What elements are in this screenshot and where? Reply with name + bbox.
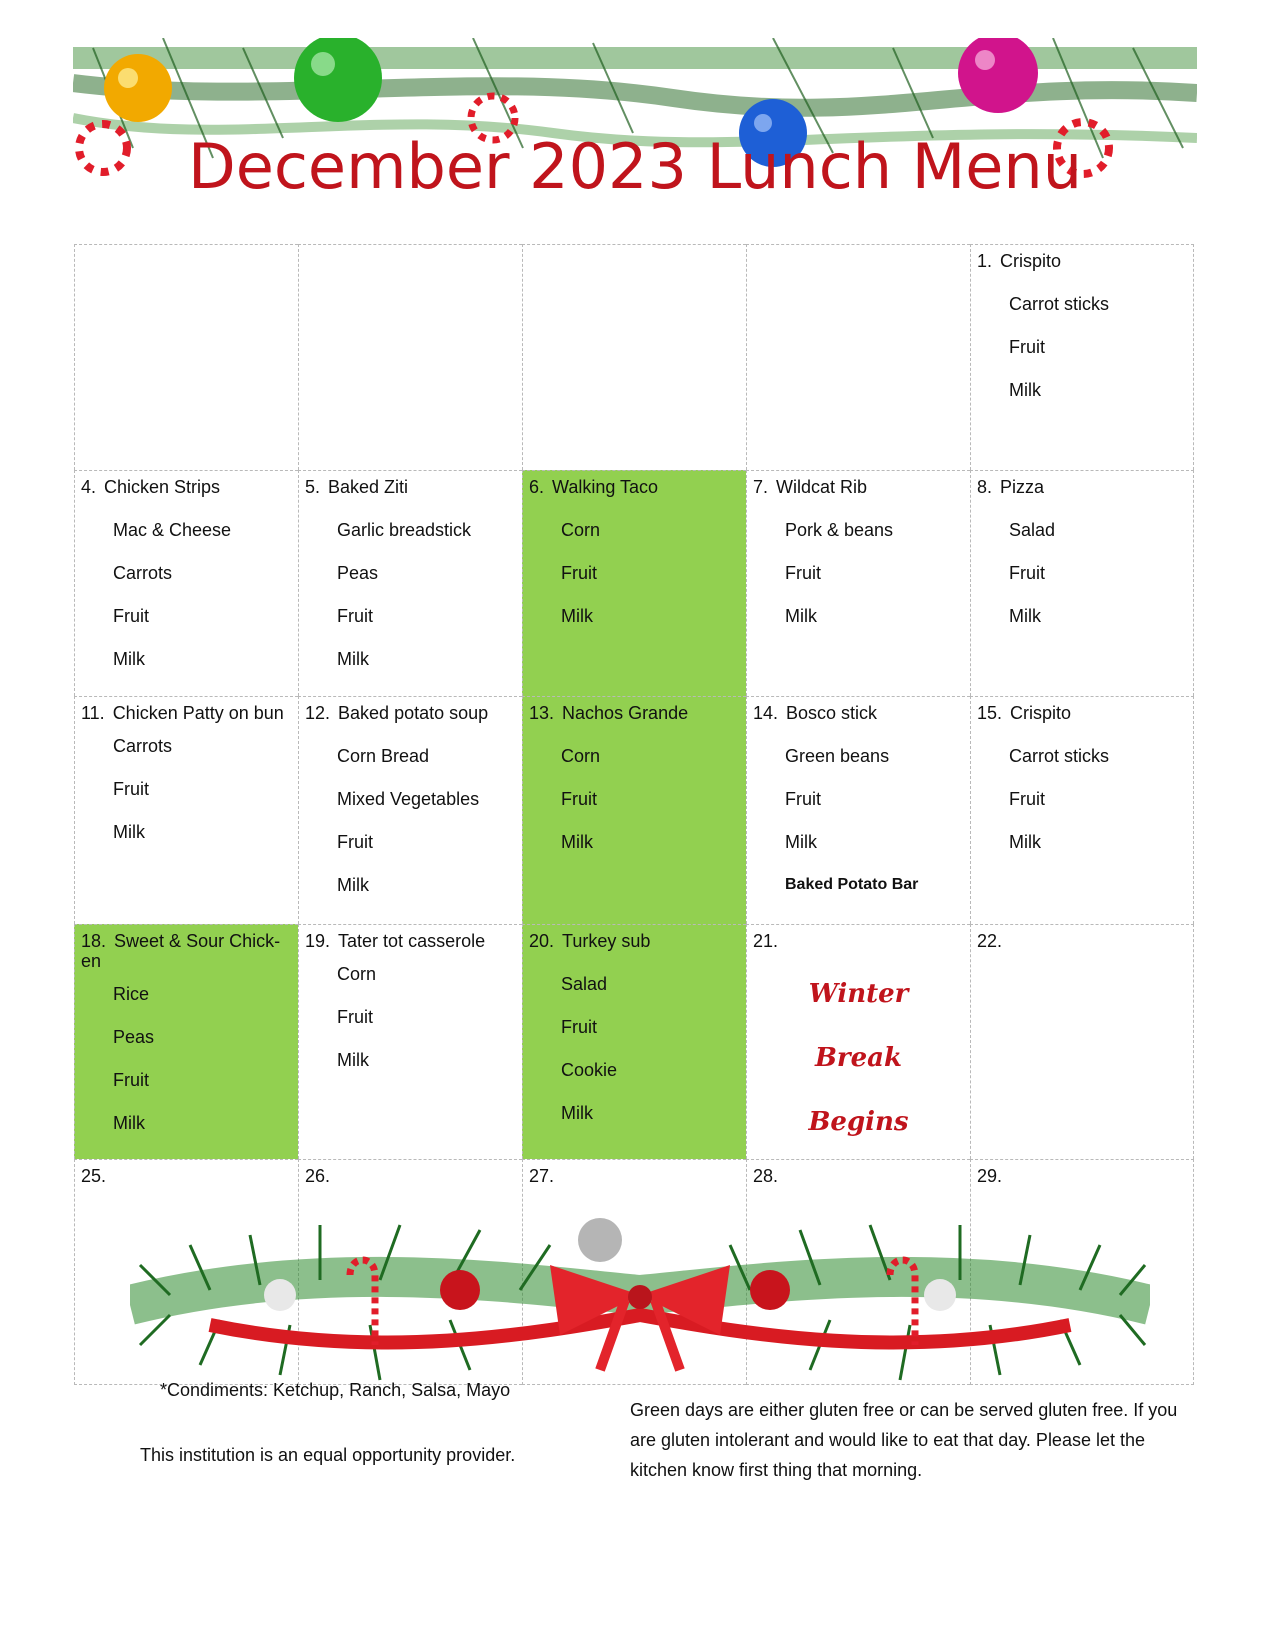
calendar-day-cell <box>746 924 970 1159</box>
menu-item: Green beans <box>785 746 890 766</box>
menu-item: Garlic breadstick <box>337 520 472 540</box>
main-dish: Crispito <box>1000 251 1062 271</box>
menu-item: Milk <box>113 649 145 669</box>
calendar-day-cell <box>522 924 746 1159</box>
calendar-day-cell <box>746 244 970 470</box>
calendar-day-cell <box>74 244 298 470</box>
main-dish: Crispito <box>1010 703 1072 723</box>
menu-item: Milk <box>337 875 369 895</box>
calendar-day-cell <box>298 244 522 470</box>
calendar-day-cell <box>74 696 298 924</box>
calendar-day-cell <box>298 696 522 924</box>
day-number: 7. <box>753 477 769 497</box>
menu-item: Fruit <box>1009 789 1045 809</box>
main-dish: Pizza <box>1000 477 1045 497</box>
main-dish: Walking Taco <box>552 477 659 497</box>
calendar-day-cell <box>746 470 970 696</box>
winter-break-text: Break <box>814 1043 903 1073</box>
calendar-day-cell <box>298 924 522 1159</box>
menu-item: Fruit <box>1009 337 1045 357</box>
menu-item: Milk <box>561 832 593 852</box>
calendar-week-row <box>74 244 1196 470</box>
calendar-day-cell <box>970 244 1194 470</box>
main-dish: Baked potato soup <box>338 703 489 723</box>
calendar-day-cell <box>970 696 1194 924</box>
calendar-day-cell <box>74 924 298 1159</box>
day-number: 5. <box>305 477 321 497</box>
day-number: 25. <box>81 1166 107 1186</box>
menu-item: Fruit <box>785 563 821 583</box>
menu-item: Milk <box>561 1103 593 1123</box>
menu-item: Corn Bread <box>337 746 430 766</box>
menu-item: Milk <box>337 1050 369 1070</box>
menu-item: Cookie <box>561 1060 618 1080</box>
day-number: 1. <box>977 251 993 271</box>
calendar-day-cell <box>522 470 746 696</box>
baked-potato-bar-note: Baked Potato Bar <box>785 876 919 893</box>
calendar-day-cell <box>522 696 746 924</box>
main-dish: Baked Ziti <box>328 477 409 497</box>
main-dish: Sweet & Sour Chick-en <box>81 931 281 971</box>
calendar-day-cell <box>298 470 522 696</box>
day-number: 20. <box>529 931 555 951</box>
main-dish: Chicken Strips <box>104 477 221 497</box>
menu-item: Milk <box>337 649 369 669</box>
day-number: 6. <box>529 477 545 497</box>
main-dish: Chicken Patty on bun <box>112 703 284 723</box>
main-dish: Wildcat Rib <box>776 477 868 497</box>
menu-item: Fruit <box>1009 563 1045 583</box>
equal-opportunity-note: This institution is an equal opportunity provider. <box>140 1445 516 1465</box>
menu-item: Carrot sticks <box>1009 294 1110 314</box>
gluten-free-note: Green days are either gluten free or can be served gluten free. If you are gluten intolerant and would like to eat that day. Please let the kitchen know first thing that morning. <box>630 1400 1178 1480</box>
menu-item: Fruit <box>337 1007 373 1027</box>
menu-item: Milk <box>785 832 817 852</box>
menu-item: Milk <box>1009 832 1041 852</box>
menu-item: Peas <box>113 1027 155 1047</box>
menu-item: Milk <box>113 1113 145 1133</box>
calendar-day-cell <box>522 244 746 470</box>
menu-item: Peas <box>337 563 379 583</box>
menu-item: Milk <box>1009 380 1041 400</box>
day-number: 14. <box>753 703 779 723</box>
menu-item: Rice <box>113 984 150 1004</box>
day-number: 28. <box>753 1166 779 1186</box>
menu-item: Carrot sticks <box>1009 746 1110 766</box>
winter-break-text: Winter <box>808 979 909 1009</box>
day-number: 12. <box>305 703 331 723</box>
calendar-day-cell <box>746 696 970 924</box>
menu-item: Fruit <box>113 779 149 799</box>
menu-item: Milk <box>785 606 817 626</box>
menu-item: Salad <box>561 974 608 994</box>
menu-item: Milk <box>113 822 145 842</box>
menu-item: Corn <box>561 746 601 766</box>
menu-item: Corn <box>561 520 601 540</box>
day-number: 8. <box>977 477 993 497</box>
menu-item: Fruit <box>113 606 149 626</box>
holiday-garland-image <box>130 1195 1150 1395</box>
menu-item: Mixed Vegetables <box>337 789 480 809</box>
main-dish: Turkey sub <box>562 931 651 951</box>
menu-item: Fruit <box>337 832 373 852</box>
menu-item: Fruit <box>561 563 597 583</box>
day-number: 29. <box>977 1166 1003 1186</box>
calendar-day-cell <box>74 470 298 696</box>
menu-item: Salad <box>1009 520 1056 540</box>
menu-item: Carrots <box>113 563 173 583</box>
menu-item: Carrots <box>113 736 173 756</box>
day-number: 4. <box>81 477 97 497</box>
page-title: December 2023 Lunch Menu <box>187 130 1083 203</box>
calendar-day-cell <box>970 470 1194 696</box>
menu-item: Fruit <box>337 606 373 626</box>
menu-item: Pork & beans <box>785 520 894 540</box>
day-number: 27. <box>529 1166 555 1186</box>
day-number: 22. <box>977 931 1003 951</box>
menu-item: Milk <box>1009 606 1041 626</box>
day-number: 19. <box>305 931 331 951</box>
calendar-week-row <box>74 470 1196 696</box>
day-number: 18. <box>81 931 107 951</box>
calendar-week-row <box>74 924 1196 1159</box>
day-number: 15. <box>977 703 1003 723</box>
main-dish: Bosco stick <box>786 703 878 723</box>
day-number: 13. <box>529 703 555 723</box>
menu-item: Fruit <box>113 1070 149 1090</box>
main-dish: Nachos Grande <box>562 703 689 723</box>
menu-item: Fruit <box>785 789 821 809</box>
winter-break-text: Begins <box>808 1107 909 1137</box>
main-dish: Tater tot casserole <box>338 931 486 951</box>
day-number: 21. <box>753 931 779 951</box>
menu-item: Fruit <box>561 789 597 809</box>
calendar-day-cell <box>970 924 1194 1159</box>
menu-item: Fruit <box>561 1017 597 1037</box>
calendar-week-row <box>74 696 1196 924</box>
menu-item: Milk <box>561 606 593 626</box>
day-number: 11. <box>81 703 105 723</box>
condiments-note: *Condiments: Ketchup, Ranch, Salsa, Mayo <box>160 1380 511 1400</box>
menu-item: Mac & Cheese <box>113 520 232 540</box>
day-number: 26. <box>305 1166 331 1186</box>
menu-item: Corn <box>337 964 377 984</box>
